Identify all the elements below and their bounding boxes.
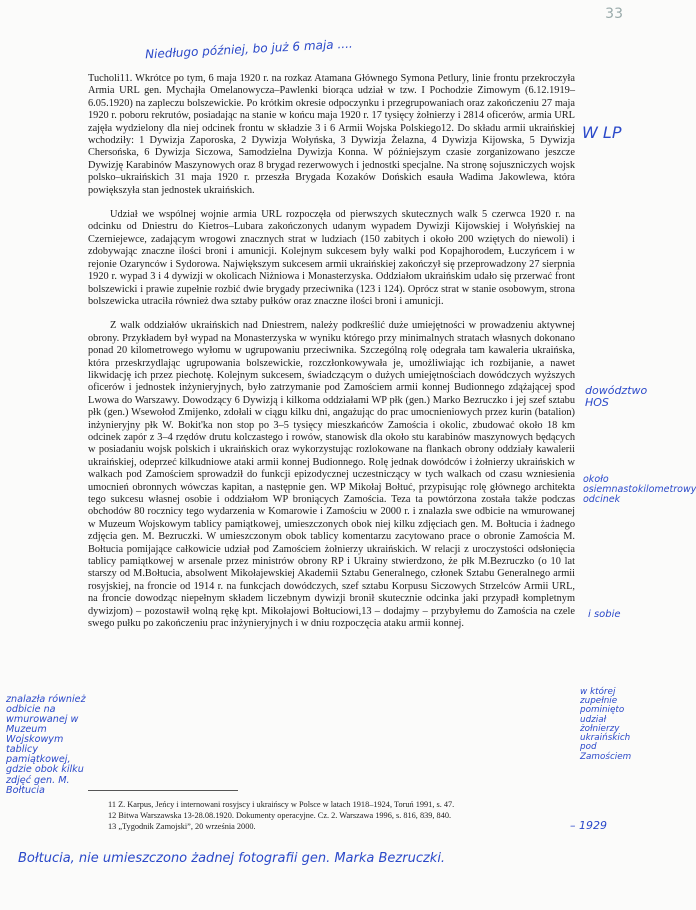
margin-note-i-sobie: i sobie bbox=[588, 609, 621, 620]
paragraph-3: Z walk oddziałów ukraińskich nad Dniestrem, należy podkreślić duże umiejętności w prowadzeniu aktywnej obrony. Przykładem był wypad na Monasterzyska w wyniku którego przy minimalnych stratach własnych dokonano ponad 20 kilometrowego wyłomu w ugrupowaniu przeciwnika. Szczególną rolę odegrała tam kawaleria ukraińska, która przeskrzydlając ugrupowania bolszewickie, rozczłonkowywała je, umożliwiając ich rozbijanie, a nawet likwidację ich przez piechotę. Kolejnym sukcesem, świadczącym o dużych umiejętnościach dowódczych wyższych oficerów i jednostek inżynieryjnych, było zatrzymanie pod Zamościem armii konnej Budionnego zdążającej spod Lwowa do Warszawy. Dowodzący 6 Dywizją i kilkoma oddziałami WP płk (gen.) Marko Bezruczko i jej szef sztabu płk (gen.) Wsewołod Zmijenko, zdołali w ciągu kilku dni, angażując do prac umocnieniowych przez kurin (batalion) inżynieryjny płk W. Bokit'ka non stop po 3–5 tysięcy mieszkańców Zamościa i okolic, zbudować około 18 km odcinek zapór z 3–4 rzędów drutu kolczastego i rowów, stanowisk dla około stu karabinów maszynowych będących w posiadaniu wojsk polskich i ukraińskich oraz wykorzystując rozlokowane na flankach obrony oddziały kawalerii ukraińskiej, odeprzeć kilkudniowe ataki armii konnej Budionnego. Rolę jednak dowódców i żołnierzy ukraińskich w walkach pod Zamościem sprowadził do funkcji epizodycznej uczestniczący w tych walkach od czasu wzniesienia umocnień obronnych wówczas kapitan, a następnie gen. WP Mikołaj Bołtuć, przypisując rolę głównego architekta tego sukcesu własnej osobie i oddziałom WP broniących Zamościa. Teza ta powtórzona została także podczas obchodów 80 rocznicy tego wydarzenia w Komarowie i Zamościu w 2000 r. i znalazła swe odbicie na wmurowanej w Muzeum Wojskowym tablicy pamiątkowej, umieszczonych obok niej kilku zdjęciach gen. M. Bołtucia i żadnego zdjęcia gen. M. Bezruczki. W umieszczonym obok tablicy komentarzu zacytowano prace o obronie Zamościa M. Bołtucia pomijające całkowicie udział pod Zamościem żołnierzy ukraińskich. W relacji z uroczystości odsłonięcia tablicy pamiątkowej w arsenale przez ministrów obrony RP i Ukrainy stwierdzono, że płk M.Bezruczko (o 10 lat starszy od M.Bołtucia, absolwent Mikołajewskiej Akademii Sztabu Generalnego, członek Sztabu Generalnego armii rosyjskiej, na froncie od 1914 r. na funkcjach dowódczych, szef sztabu Korpusu Siczowych Strzelców Armii URL, na froncie dowodząc niepełnym składem liczebnym dywizji bronił skutecznie odcinka jaki przypadł kompletnym dywizjom) – pozostawił wolną rękę kpt. Mikołajowi Bołtuciowi,13 – dodajmy – przybyłemu do Zamościa na czele swego pułku po zakończeniu prac inżynieryjnych i w dniu rozpoczęcia ataku armii konnej. bbox=[88, 320, 575, 630]
footnote-13: 13 „Tygodnik Zamojski”, 20 września 2000. bbox=[108, 822, 256, 831]
margin-note-1929: – 1929 bbox=[570, 819, 607, 832]
margin-note-left: znalazła również odbicie na wmurowanej w Muzeum Wojskowym tablicy pamiątkowej, gdzie obok kilku zdjęć gen. M. Bołtucia bbox=[6, 694, 86, 796]
page-number: 33 bbox=[605, 6, 623, 22]
margin-note-w-lp: W LP bbox=[582, 123, 622, 142]
handwritten-bottom-note: Bołtucia, nie umieszczono żadnej fotografii gen. Marka Bezruczki. bbox=[18, 851, 446, 866]
document-body bbox=[88, 73, 575, 642]
paragraph-2: Udział we wspólnej wojnie armia URL rozpoczęła od pierwszych skutecznych walk 5 czerwca 1920 r. na odcinku od Dniestru do Kietros–Lubara zakończonych udanym wypadem Dywizji Kijowskiej i Wołyńskiej na Czerniejewce, zadającym wrogowi znacznych strat w ludziach (150 zabitych i około 200 wziętych do niewoli) i zdobywając znaczne ilości broni i amunicji. Kolejnym sukcesem były walki pod Kopajhorodem, Łuczyńcem i w rejonie Ozarynców i Sydorowa. Największym sukcesem armii ukraińskiej zakończył się przeprowadzony 27 sierpnia 1920 r. wypad 3 i 4 dywizji w okolicach Niżniowa i Monasterzyska. Oddziałom ukraińskim udało się przerwać front bolszewicki i prawie zupełnie rozbić dwie brygady przeciwnika (123 i 124). Oprócz strat w stanie osobowym, strona bolszewicka utraciła również dwa sztaby pułków oraz znaczne ilości broni i amunicji. bbox=[88, 209, 575, 307]
footnote-divider bbox=[88, 790, 238, 791]
handwritten-top-note: Niedługo później, bo już 6 maja .... bbox=[144, 36, 353, 62]
footnotes bbox=[88, 790, 575, 832]
footnote-11: 11 Z. Karpus, Jeńcy i internowani rosyjscy i ukraińscy w Polsce w latach 1918–1924, Toruń 1991, s. 47. bbox=[108, 800, 455, 809]
margin-note-odcinek: około osiemnastokilometrowy odcinek bbox=[583, 474, 696, 505]
margin-note-pominieto: w której zupełnie pominięto udział żołnierzy ukraińskich pod Zamościem bbox=[580, 687, 632, 762]
paragraph-1: Tucholi11. Wkrótce po tym, 6 maja 1920 r. na rozkaz Atamana Głównego Symona Petlury, linie frontu przekroczyła Armia URL gen. Mychajła Omelanowycza–Pawlenki biorąca udział w tzw. I Pochodzie Zimowym (6.12.1919–6.05.1920) na zapleczu bolszewickie. Po krótkim okresie odpoczynku i przegrupowaniach oraz zakończeniu 27 maja 1920 r. poboru rekrutów, posiadając na stanie w końcu maja 1920 r. 17 tysięcy żołnierzy i 2814 oficerów, armia URL zajęła wydzielony dla niej odcinek frontu w składzie 3 i 6 Armii Wojska Polskiego12. Do składu armii ukraińskiej wchodziły: 1 Dywizja Zaporoska, 2 Dywizja Wołyńska, 3 Dywizja Żelazna, 4 Dywizja Kijowska, 5 Dywizja Chersońska, 6 Dywizja Siczowa, Samodzielna Dywizja Konna. W późniejszym czasie zorganizowano jeszcze Dywizję Karabinów Maszynowych oraz 8 brygad rezerwowych i jednostki specjalne. Na stronę sojuszniczych wojsk polsko–ukraińskich 31 maja 1920 r. przeszła Brygada Kozaków Dońskich esauła Wadima Jakowlewa, która powiększyła stan jednostek ukraińskich. bbox=[88, 73, 575, 196]
margin-note-dowodztwo: dowództwo HOS bbox=[585, 384, 648, 409]
footnote-12: 12 Bitwa Warszawska 13-28.08.1920. Dokumenty operacyjne. Cz. 2. Warszawa 1996, s. 816, 839, 840. bbox=[108, 811, 452, 820]
